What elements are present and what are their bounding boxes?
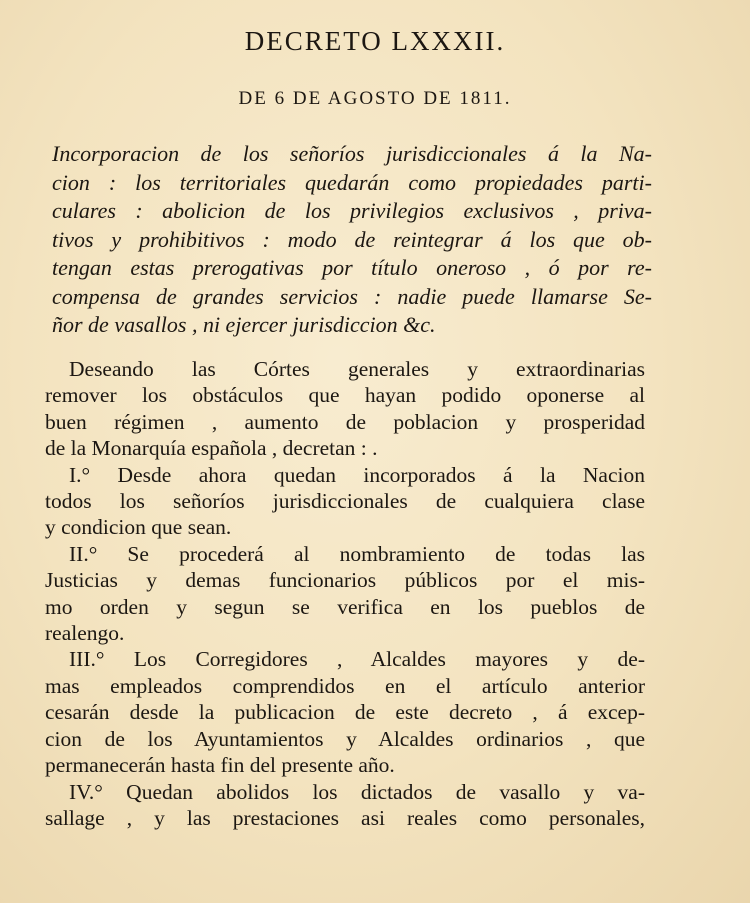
body-line: Deseando las Córtes generales y extraordinarias [69, 357, 645, 381]
body-line: y condicion que sean. [45, 515, 232, 540]
summary-line: culares : abolicion de los privilegios exclusivos , priva- [52, 198, 652, 223]
article-iii-line: III.° Los Corregidores , Alcaldes mayores y de- [69, 647, 645, 672]
body-line: buen régimen , aumento de poblacion y prosperidad [45, 409, 645, 434]
body-line: sallage , y las prestaciones asi reales como personales, [45, 805, 645, 830]
body-line: cion de los Ayuntamientos y Alcaldes ordinarios , que [45, 726, 645, 751]
article-i-line: I.° Desde ahora quedan incorporados á la Nacion [69, 462, 645, 487]
body-line: permanecerán hasta fin del presente año. [45, 753, 395, 778]
body-line: mas empleados comprendidos en el artículo anterior [45, 673, 645, 698]
body-line: Justicias y demas funcionarios públicos por el mis- [45, 568, 645, 593]
summary-line: Incorporacion de los señoríos jurisdiccionales á la Na- [52, 141, 652, 166]
decree-title: DECRETO LXXXII. [244, 26, 506, 56]
summary-line: cion : los territoriales quedarán como propiedades parti- [52, 169, 652, 195]
article-ii-line: II.° Se procederá al nombramiento de todas las [69, 541, 645, 566]
summary-line: tivos y prohibitivos : modo de reintegrar á los que ob- [52, 226, 652, 252]
body-line: mo orden y segun se verifica en los pueblos de [45, 594, 645, 619]
body-line: todos los señoríos jurisdiccionales de cualquiera clase [45, 489, 645, 514]
decree-date: DE 6 DE AGOSTO DE 1811. [238, 88, 512, 109]
decree-body [45, 356, 645, 831]
body-line: remover los obstáculos que hayan podido oponerse al [45, 383, 645, 408]
decree-summary [52, 140, 652, 340]
body-line: de la Monarquía española , decretan : . [45, 436, 378, 461]
summary-line: tengan estas prerogativas por título oneroso , ó por re- [52, 255, 652, 280]
body-line: realengo. [45, 621, 125, 646]
body-line: cesarán desde la publicacion de este decreto , á excep- [45, 700, 645, 725]
summary-line: compensa de grandes servicios : nadie puede llamarse Se- [52, 283, 652, 309]
summary-line: ñor de vasallos , ni ejercer jurisdiccion &c. [52, 312, 436, 337]
article-iv-line: IV.° Quedan abolidos los dictados de vasallo y va- [69, 779, 645, 804]
